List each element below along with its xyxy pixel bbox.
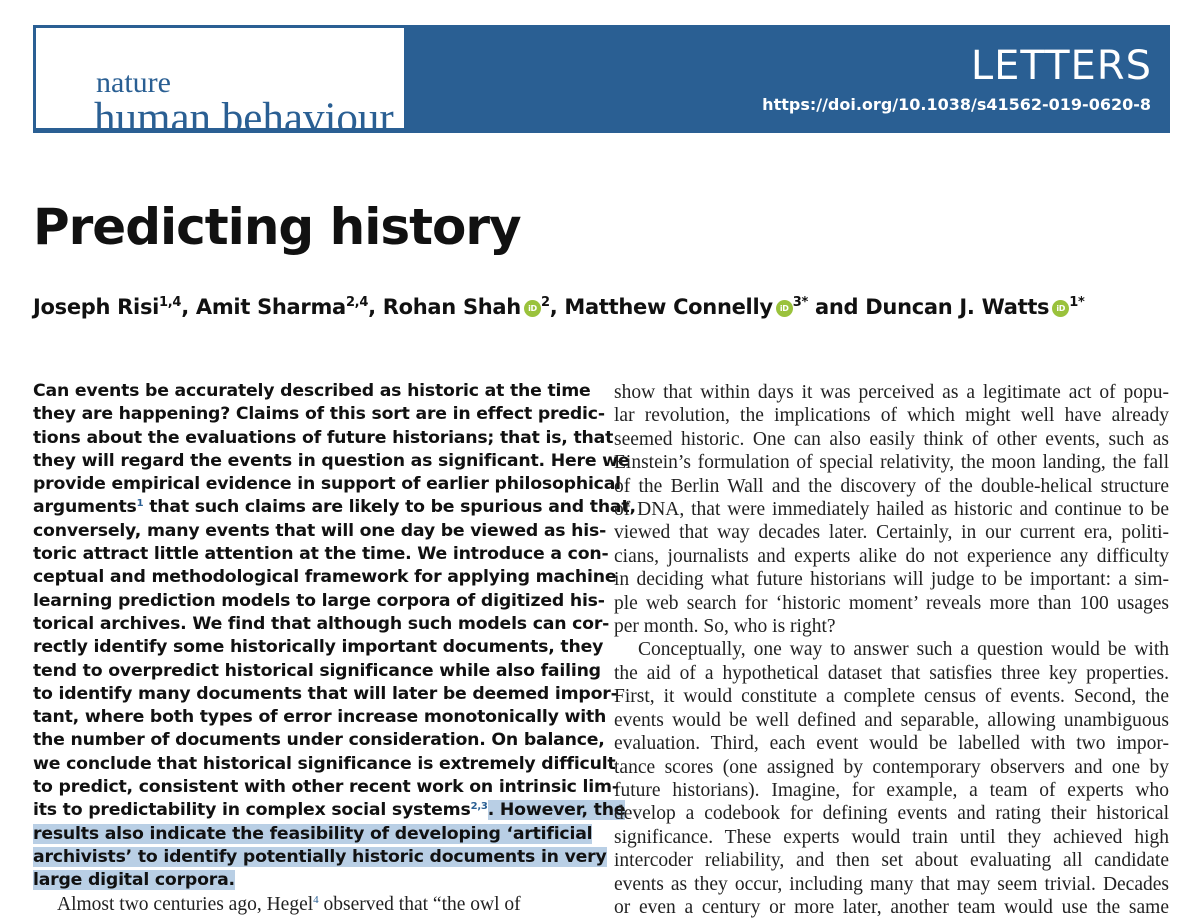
body-line: viewed that way decades later. Certainly, in our current era, politi- [614, 522, 1169, 544]
author-affiliation: 2,4 [345, 295, 369, 310]
body-line: intercoder reliability, and then set about evaluating all candidate [614, 850, 1169, 872]
abstract-line: toric attract little attention at the time. We introduce a con- [33, 544, 609, 565]
body-line: the aid of a hypothetical dataset that satisfies three key properties. [614, 662, 1169, 684]
body-line: show that within days it was perceived as a legitimate act of popu- [614, 382, 1169, 403]
body-line: evaluation. Third, each event would be labelled with two impor- [614, 733, 1169, 755]
abstract-line: they are happening? Claims of this sort are in effect predic- [33, 404, 605, 425]
citation-ref[interactable]: 1 [136, 498, 144, 510]
citation-ref[interactable]: 2,3 [470, 801, 488, 813]
abstract-line: to identify many documents that will later be deemed impor- [33, 683, 618, 704]
author-separator: , [549, 295, 565, 319]
author-affiliation: 1* [1069, 295, 1085, 310]
body-line: or even a century or more later, another team would use the same [614, 896, 1169, 918]
doi-link[interactable]: https://doi.org/10.1038/s41562-019-0620-8 [762, 95, 1151, 114]
body-line: significance. These experts would train until they achieved high [614, 826, 1169, 848]
author-affiliation: 1,4 [159, 295, 182, 310]
abstract-line: they will regard the events in question as significant. Here we [33, 450, 630, 471]
abstract-line: to predict, consistent with other recent work on intrinsic lim- [33, 777, 619, 798]
body-line: events would be well defined and separable, allowing unambiguous [614, 709, 1169, 731]
author-name[interactable]: Matthew Connelly [564, 295, 773, 319]
body-line: of the Berlin Wall and the discovery of the double-helical structure [614, 475, 1169, 497]
body-line: Conceptually, one way to answer such a question would be with [638, 639, 1169, 661]
abstract [33, 380, 636, 893]
abstract-line: the number of documents under consideration. On balance, [33, 730, 605, 751]
author-separator: , [368, 295, 383, 319]
logo-journal-name: human behaviour [94, 95, 394, 142]
orcid-icon[interactable]: iD [1052, 300, 1069, 317]
body-line: tance scores (one assigned by contemporary observers and one by [614, 756, 1169, 778]
highlighted-text[interactable]: archivists’ to identify potentially historic documents in very [33, 846, 607, 867]
abstract-line: Can events be accurately described as historic at the time [33, 381, 591, 401]
orcid-icon[interactable]: iD [776, 300, 793, 317]
abstract-line [33, 869, 588, 892]
abstract-line: we conclude that historical significance is extremely difficult [33, 753, 616, 774]
body-line: seemed historic. One can also easily think of other events, such as [614, 428, 1169, 450]
highlighted-text[interactable]: results also indicate the feasibility of developing ‘artificial [33, 823, 593, 844]
body-line: ple web search for ‘historic moment’ reveals more than 100 usages [614, 592, 1169, 614]
citation-ref[interactable]: 4 [313, 894, 319, 906]
abstract-line: ceptual and methodological framework for applying machine [33, 567, 617, 588]
abstract-line: torical archives. We find that although such models can cor- [33, 613, 610, 634]
article-title: Predicting history [33, 198, 521, 256]
orcid-icon[interactable]: iD [524, 300, 541, 317]
abstract-text: arguments [33, 497, 137, 518]
abstract-line: provide empirical evidence in support of earlier philosophical [33, 474, 621, 495]
author-name[interactable]: Joseph Risi [33, 295, 160, 319]
paragraph [614, 638, 1169, 919]
body-line: per month. So, who is right? [614, 616, 836, 638]
highlighted-text[interactable]: . However, the [487, 800, 626, 821]
body-text: observed that “the owl of [318, 894, 521, 915]
body-line: events as they occur, including many that may seem trivial. Decades [614, 873, 1169, 895]
article-section-label: LETTERS [970, 43, 1152, 89]
logo-nature-text: nature [96, 66, 171, 99]
body-line: First, it would constitute a complete census of events. Second, the [614, 686, 1169, 708]
abstract-line: tend to overpredict historical significance while also failing [33, 660, 601, 681]
highlighted-text[interactable]: large digital corpora. [33, 870, 235, 891]
author-name[interactable]: Rohan Shah [382, 295, 521, 319]
abstract-line: tant, where both types of error increase monotonically with [33, 707, 607, 728]
abstract-line: learning prediction models to large corpora of digitized his- [33, 590, 605, 611]
abstract-line: tions about the evaluations of future historians; that is, that [33, 427, 614, 448]
abstract-line: rectly identify some historically important documents, they [33, 637, 604, 658]
abstract-text: that such claims are likely to be spurious and that, [149, 497, 636, 518]
body-text: Almost two centuries ago, Hegel [57, 894, 314, 915]
paragraph [614, 381, 1169, 638]
body-text-left [33, 893, 588, 917]
author-affiliation: 2 [540, 295, 550, 310]
body-line: of DNA, that were immediately hailed as historic and continue to be [614, 499, 1169, 521]
journal-logo[interactable] [36, 28, 404, 142]
abstract-line [33, 799, 626, 822]
body-line: develop a codebook for defining events and rating their historical [614, 803, 1169, 825]
author-name[interactable]: Amit Sharma [195, 295, 346, 319]
abstract-line [33, 496, 636, 519]
body-line: Einstein’s formulation of special relativity, the moon landing, the fall [614, 452, 1169, 474]
abstract-line [33, 823, 593, 846]
body-line: future historians). Imagine, for example, a team of experts who [614, 779, 1169, 801]
author-name[interactable]: Duncan J. Watts [865, 295, 1050, 319]
body-line: cians, journalists and experts alike do not experience any difficulty [614, 545, 1169, 567]
body-line: in deciding what future historians will judge to be important: a sim- [614, 569, 1169, 591]
abstract-text: its to predictability in complex social systems [33, 800, 471, 821]
author-separator: , [181, 295, 196, 319]
body-line: lar revolution, the implications of which might well have already [614, 405, 1169, 427]
body-line [33, 893, 588, 917]
author-affiliation: 3* [792, 295, 808, 310]
body-text-right [614, 381, 1169, 919]
author-list [33, 292, 1085, 322]
abstract-line [33, 846, 607, 869]
author-separator: and [808, 295, 866, 319]
abstract-line: conversely, many events that will one day be viewed as his- [33, 520, 607, 541]
